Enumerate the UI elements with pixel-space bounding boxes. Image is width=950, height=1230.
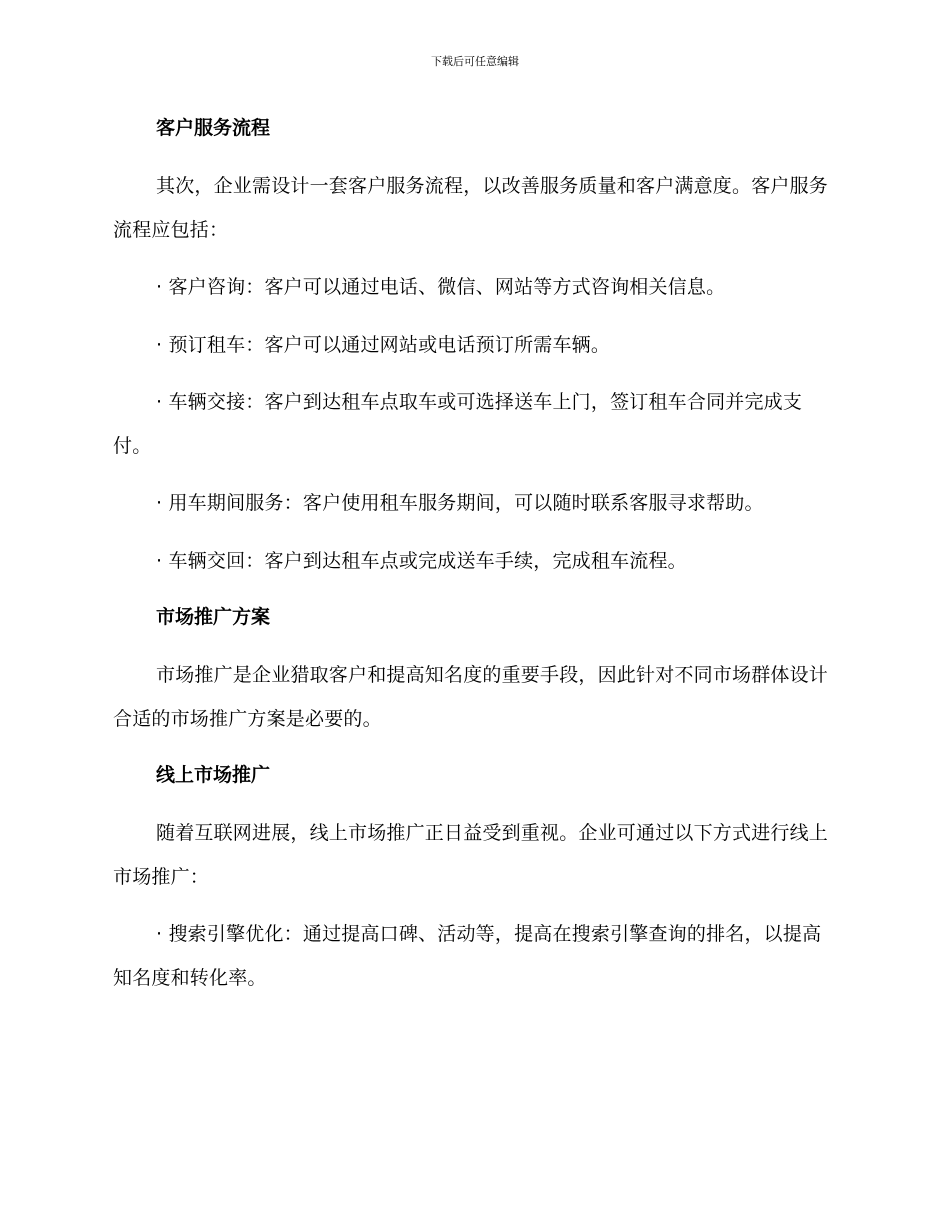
paragraph-customer-service-intro: 其次，企业需设计一套客户服务流程，以改善服务质量和客户满意度。客户服务流程应包括： (113, 175, 829, 241)
section-heading-customer-service: 客户服务流程 (156, 117, 271, 139)
section-heading-online-marketing: 线上市场推广 (156, 764, 271, 786)
bullet-in-use-service: · 用车期间服务：客户使用租车服务期间，可以随时联系客服寻求帮助。 (156, 492, 764, 514)
bullet-booking: · 预订租车：客户可以通过网站或电话预订所需车辆。 (156, 333, 611, 356)
paragraph-online-marketing-intro: 随着互联网进展，线上市场推广正日益受到重视。企业可通过以下方式进行线上市场推广： (113, 822, 829, 888)
bullet-customer-inquiry: · 客户咨询：客户可以通过电话、微信、网站等方式咨询相关信息。 (156, 276, 726, 298)
paragraph-marketing-intro: 市场推广是企业猎取客户和提高知名度的重要手段，因此针对不同市场群体设计合适的市场推广方案是必要的。 (113, 664, 829, 730)
document-body (113, 108, 833, 1014)
page-header: 下载后可任意编辑 (431, 55, 519, 68)
bullet-vehicle-return: · 车辆交回：客户到达租车点或完成送车手续，完成租车流程。 (156, 549, 687, 572)
bullet-seo: · 搜索引擎优化：通过提高口碑、活动等，提高在搜索引擎查询的排名，以提高知名度和转化率。 (113, 923, 822, 989)
section-heading-marketing-plan: 市场推广方案 (156, 606, 271, 628)
bullet-vehicle-handover: · 车辆交接：客户到达租车点取车或可选择送车上门，签订租车合同并完成支付。 (113, 391, 803, 457)
